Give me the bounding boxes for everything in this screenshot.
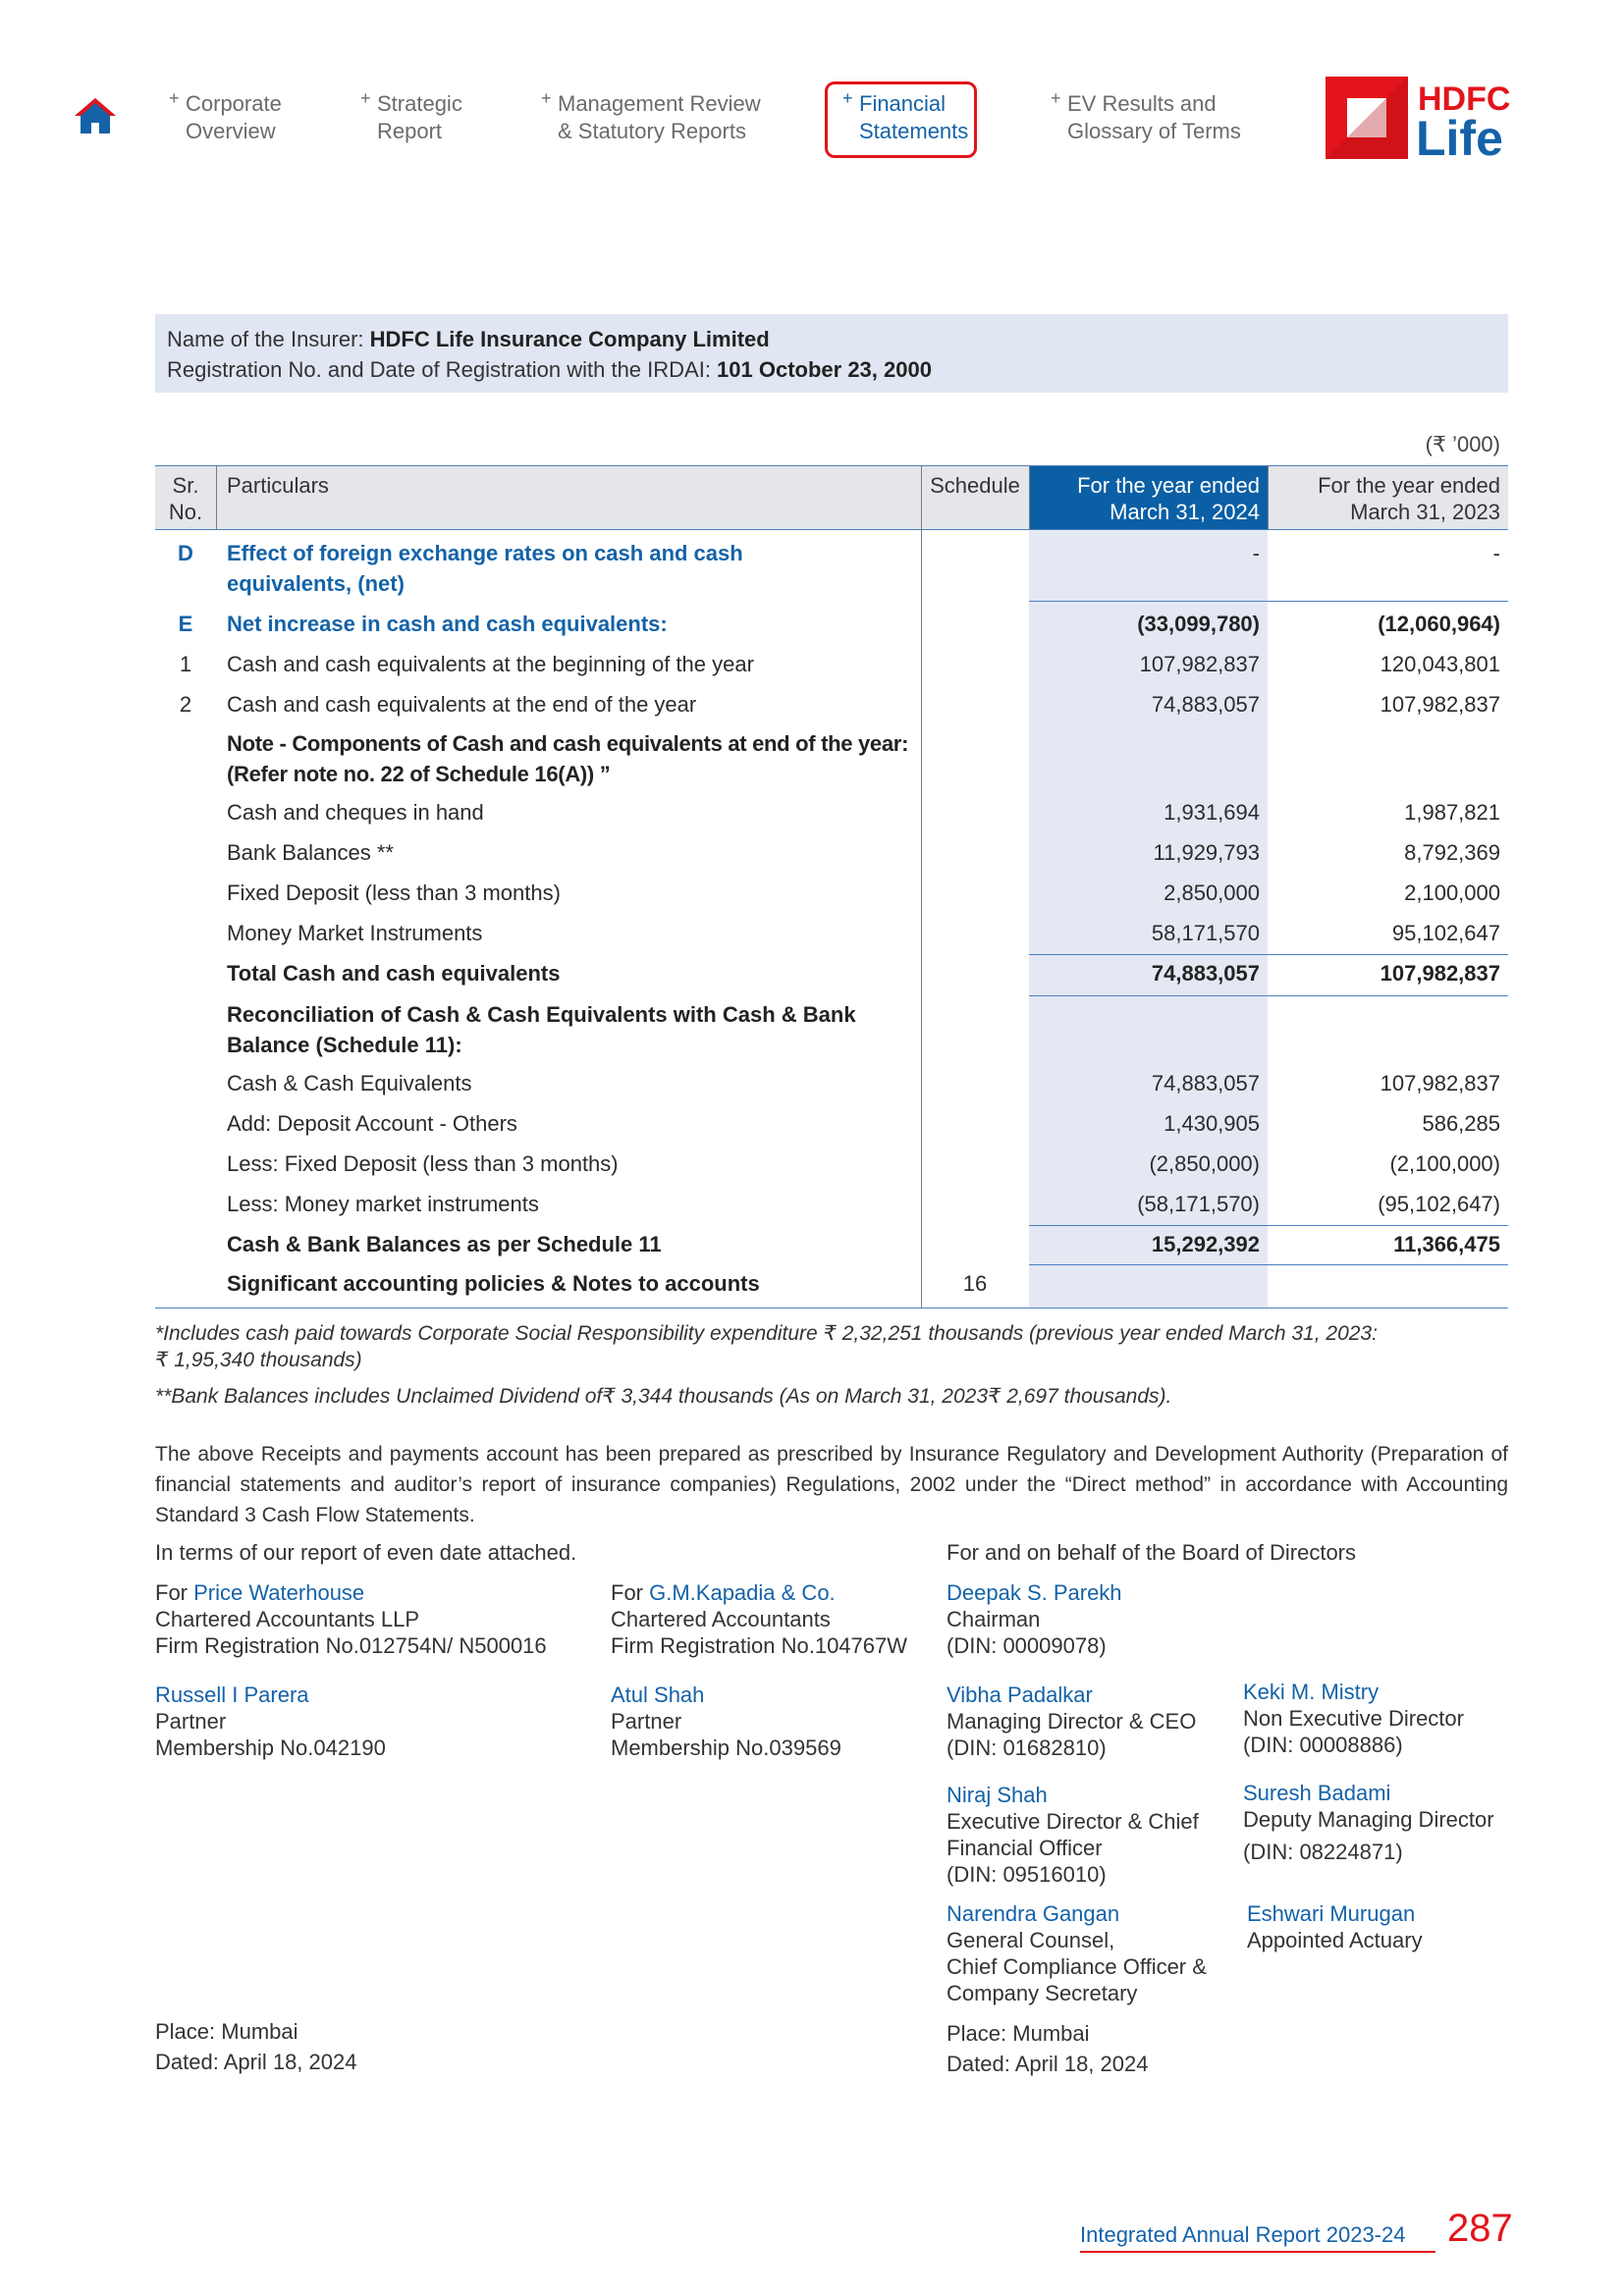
footnote-bank-balances: **Bank Balances includes Unclaimed Dividend of₹ 3,344 thousands (As on March 31, 2023₹ 2,697 thousands). <box>155 1385 1172 1408</box>
signatory-keki-mistry: Keki M. Mistry Non Executive Director (DIN: 00008886) <box>1243 1680 1464 1757</box>
column-divider <box>216 465 217 530</box>
board-place-date: Place: Mumbai Dated: April 18, 2024 <box>947 2021 1149 2076</box>
nav-management-review[interactable]: + Management Review & Statutory Reports <box>558 90 761 145</box>
header-schedule: Schedule <box>930 473 1020 498</box>
nav-ev-results[interactable]: + EV Results and Glossary of Terms <box>1067 90 1241 145</box>
plus-icon: + <box>541 88 552 108</box>
basis-of-preparation: The above Receipts and payments account has been prepared as prescribed by Insurance Regulatory and Development Authority (Preparation of financial statements and auditor’s report of insurance companies) Regulations, 2002 under the “Direct method” in accordance with Accounting Standard 3 Cash Flow Statements. <box>155 1443 1508 1526</box>
rule-line <box>1029 995 1508 996</box>
svg-text:Life: Life <box>1416 111 1503 159</box>
signatory-atul-shah: Atul Shah Partner Membership No.039569 <box>611 1682 841 1760</box>
registration-value: 101 October 23, 2000 <box>717 357 932 382</box>
svg-text:HDFC: HDFC <box>1418 80 1511 118</box>
header-current-year: For the year ended March 31, 2024 <box>1077 473 1260 524</box>
registration-label: Registration No. and Date of Registration with the IRDAI: <box>167 357 718 382</box>
report-title: Integrated Annual Report 2023-24 <box>1080 2222 1406 2247</box>
auditor-price-waterhouse: For Price Waterhouse Chartered Accountants LLP Firm Registration No.012754N/ N500016 <box>155 1580 547 1658</box>
signatory-niraj-shah: Niraj Shah Executive Director & Chief Financial Officer (DIN: 09516010) <box>947 1783 1199 1887</box>
footnote-csr: *Includes cash paid towards Corporate Social Responsibility expenditure ₹ 2,32,251 thousands (previous year ended March 31, 2023: ₹ 1,95,340 thousands) <box>155 1322 1378 1371</box>
rule-line <box>1029 601 1508 602</box>
rule-line <box>1029 1264 1508 1265</box>
column-divider <box>1268 465 1269 530</box>
footer-underline <box>1080 2251 1435 2253</box>
column-divider <box>1029 465 1030 530</box>
cash-flow-table: Sr. No. Particulars Schedule For the year ended March 31, 2024 For the year ended March 31, 2023 D Effect of foreign exchange rates on cash and cash equivalents, (net) - - E Net increase in cash and cash equivalents: (33,099,780) (12,060,964) 1 Cash and cash equivalents at the beginning of the year 107,982,837 120,043,801 2 Cash and cash equivalents at the end of the year 74,883,057 107,982,837 Note - Components of Cash and cash equivalents at end of the year: (Refer note no. 22 of Schedule 16(A)) ” Cash and cheques in hand 1,931,694 1,987,821 Bank Balances ** 11,929,793 8,792,369 Fixed Deposit (less than 3 months) 2,850,000 2,100,000 Money Market Instruments 58,171,570 95,102,647 Total Cash and cash equivalents 74,883,057 107,982,837 Reconciliation of Cash & Cash Equivalents with Cash & Bank Balance (Schedule 11): Cash & Cash Equivalents 74,883,057 107,982,837 Add: Deposit Account - Others 1,430,905 586,285 Less: Fixed Deposit (less than 3 months) (2,850,000) (2,100,000) Less: Money market instruments (58,171,570) (95,102,647) Cash & Bank Balances as per Schedule 11 15,292,392 11,366,475 Significant accounting policies & Notes to accounts 16 <box>155 465 1508 1309</box>
plus-icon: + <box>169 88 180 108</box>
home-icon[interactable] <box>73 96 118 135</box>
insurer-name-label: Name of the Insurer: <box>167 327 370 351</box>
signatory-vibha-padalkar: Vibha Padalkar Managing Director & CEO (DIN: 01682810) <box>947 1682 1197 1760</box>
plus-icon: + <box>360 88 371 108</box>
insurer-name: HDFC Life Insurance Company Limited <box>369 327 770 351</box>
nav-corporate-overview[interactable]: + Corporate Overview <box>186 90 282 145</box>
signatory-russell-parera: Russell I Parera Partner Membership No.042190 <box>155 1682 386 1760</box>
signatory-suresh-badami: Suresh Badami Deputy Managing Director (DIN: 08224871) <box>1243 1781 1494 1864</box>
signatory-deepak-parekh: Deepak S. Parekh Chairman (DIN: 00009078) <box>947 1580 1122 1658</box>
page-number: 287 <box>1447 2207 1513 2250</box>
nav-strategic-report[interactable]: + Strategic Report <box>377 90 462 145</box>
plus-icon: + <box>842 88 853 108</box>
signatory-eshwari-murugan: Eshwari Murugan Appointed Actuary <box>1247 1901 1423 1952</box>
nav-financial-statements[interactable]: + Financial Statements <box>859 90 968 145</box>
header-previous-year: For the year ended March 31, 2023 <box>1318 473 1500 524</box>
table-header <box>155 465 1508 530</box>
hdfc-life-logo <box>1326 77 1512 159</box>
auditor-heading: In terms of our report of even date attached. <box>155 1540 577 1565</box>
rule-line <box>1029 954 1508 955</box>
top-navigation <box>0 0 1624 167</box>
insurer-info <box>155 314 1508 393</box>
auditor-place-date: Place: Mumbai Dated: April 18, 2024 <box>155 2019 357 2074</box>
header-sr-no: Sr. No. <box>168 473 203 524</box>
board-heading: For and on behalf of the Board of Directors <box>947 1540 1357 1565</box>
rule-line <box>1029 1225 1508 1226</box>
plus-icon: + <box>1051 88 1061 108</box>
signatory-narendra-gangan: Narendra Gangan General Counsel, Chief Compliance Officer & Company Secretary <box>947 1901 1207 2005</box>
header-particulars: Particulars <box>227 473 329 498</box>
unit-label: (₹ ’000) <box>1425 432 1500 456</box>
auditor-gm-kapadia: For G.M.Kapadia & Co. Chartered Accountants Firm Registration No.104767W <box>611 1580 908 1658</box>
